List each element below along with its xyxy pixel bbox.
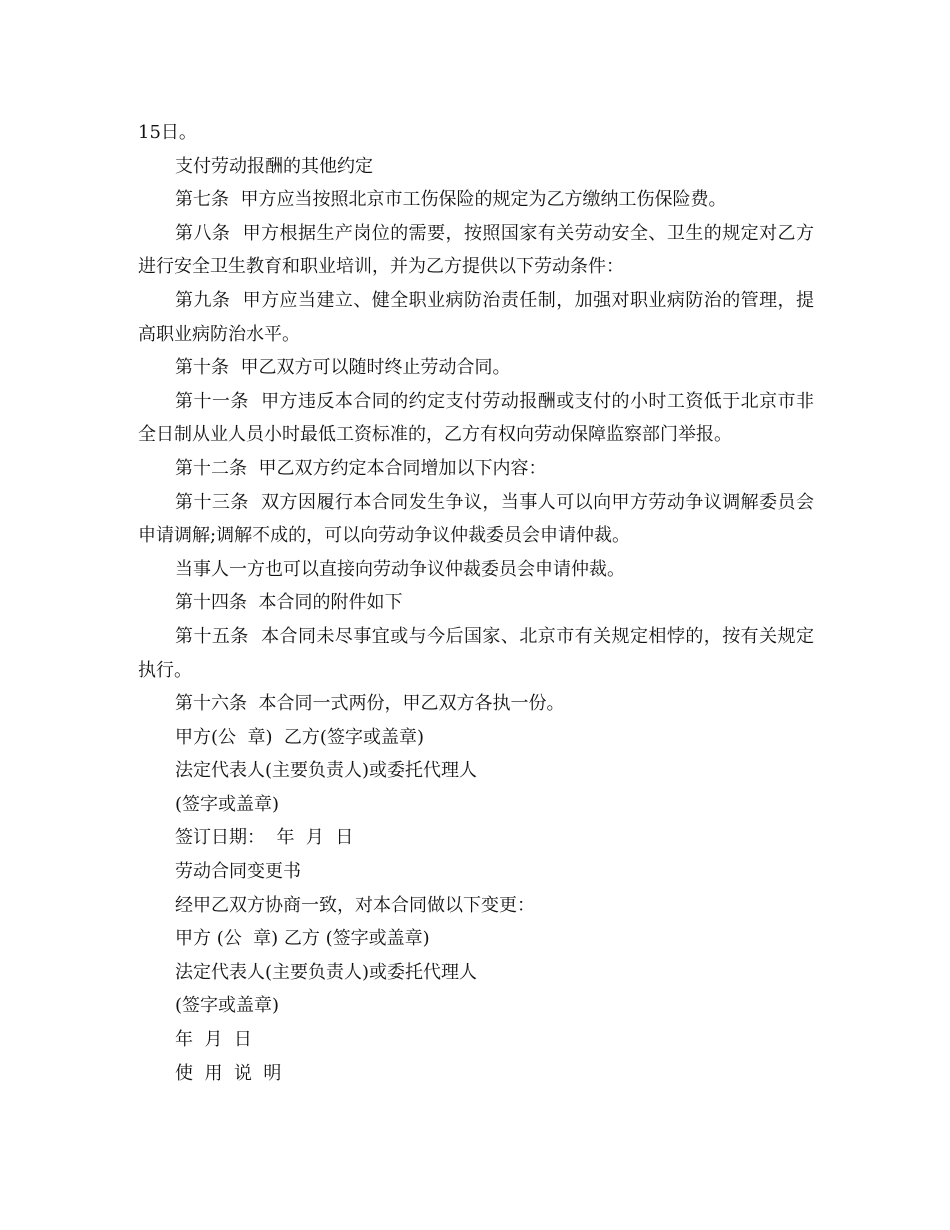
change-legal-representative-line: 法定代表人(主要负责人)或委托代理人 xyxy=(175,961,478,983)
paragraph-article-12: 第十二条 甲乙双方约定本合同增加以下内容： xyxy=(175,457,547,479)
paragraph-article-15: 第十五条 本合同未尽事宜或与今后国家、北京市有关规定相悖的，按有关规定执行。 xyxy=(138,625,814,681)
paragraph-article-14: 第十四条 本合同的附件如下 xyxy=(175,592,403,614)
change-document-title: 劳动合同变更书 xyxy=(175,861,301,883)
paragraph-date-fragment: 15日。 xyxy=(138,122,197,143)
change-sign-or-stamp-line: (签字或盖章) xyxy=(175,995,280,1017)
change-agreement-line: 经甲乙双方协商一致，对本合同做以下变更： xyxy=(175,894,535,916)
paragraph-other-payment-terms: 支付劳动报酬的其他约定 xyxy=(175,155,373,177)
change-date-line: 年 月 日 xyxy=(175,1029,252,1051)
paragraph-article-16: 第十六条 本合同一式两份，甲乙双方各执一份。 xyxy=(175,693,565,715)
change-signature-parties-line: 甲方 (公 章) 乙方 (签字或盖章) xyxy=(175,928,430,950)
paragraph-article-11: 第十一条 甲方违反本合同的约定支付劳动报酬或支付的小时工资低于北京市非全日制从业人员小时最低工资标准的，乙方有权向劳动保障监察部门举报。 xyxy=(138,390,814,446)
paragraph-article-7: 第七条 甲方应当按照北京市工伤保险的规定为乙方缴纳工伤保险费。 xyxy=(175,189,727,211)
usage-instructions-heading: 使 用 说 明 xyxy=(175,1062,282,1084)
paragraph-article-10: 第十条 甲乙双方可以随时终止劳动合同。 xyxy=(175,357,511,379)
signing-date-line: 签订日期： 年 月 日 xyxy=(175,827,354,849)
paragraph-article-9: 第九条 甲方应当建立、健全职业病防治责任制，加强对职业病防治的管理，提高职业病防治水平。 xyxy=(138,289,814,345)
paragraph-article-8: 第八条 甲方根据生产岗位的需要，按照国家有关劳动安全、卫生的规定对乙方进行安全卫生教育和职业培训，并为乙方提供以下劳动条件： xyxy=(138,222,814,278)
paragraph-article-13: 第十三条 双方因履行本合同发生争议，当事人可以向甲方劳动争议调解委员会申请调解;调解不成的，可以向劳动争议仲裁委员会申请仲裁。 xyxy=(138,491,814,547)
signature-parties-line: 甲方(公 章) 乙方(签字或盖章) xyxy=(175,726,424,748)
paragraph-direct-arbitration: 当事人一方也可以直接向劳动争议仲裁委员会申请仲裁。 xyxy=(175,558,625,580)
sign-or-stamp-line: (签字或盖章) xyxy=(175,793,280,815)
document-body xyxy=(138,116,814,1090)
legal-representative-line: 法定代表人(主要负责人)或委托代理人 xyxy=(175,760,478,782)
